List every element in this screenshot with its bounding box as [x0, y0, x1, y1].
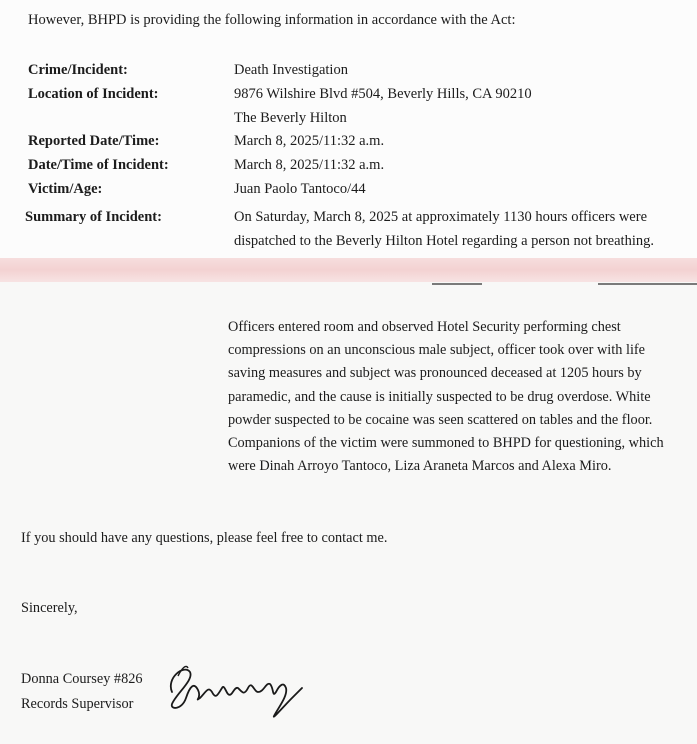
victim-label: Victim/Age:: [28, 181, 103, 197]
narrative-line: were Dinah Arroyo Tantoco, Liza Araneta Marcos and Alexa Miro.: [228, 458, 612, 475]
summary-label: Summary of Incident:: [25, 209, 162, 225]
narrative-line: Companions of the victim were summoned to BHPD for questioning, which: [228, 435, 664, 452]
intro-text: However, BHPD is providing the following information in accordance with the Act:: [28, 12, 516, 28]
reported-label: Reported Date/Time:: [28, 133, 160, 149]
incident-narrative: [228, 316, 697, 478]
handwritten-signature: [164, 658, 304, 722]
incident-time-label: Date/Time of Incident:: [28, 157, 169, 173]
contact-line: If you should have any questions, please feel free to contact me.: [21, 530, 388, 546]
narrative-line: compressions on an unconscious male subject, officer took over with life: [228, 342, 646, 359]
victim-value: Juan Paolo Tantoco/44: [234, 181, 366, 197]
summary-line: dispatched to the Beverly Hilton Hotel regarding a person not breathing.: [234, 233, 654, 249]
summary-line: On Saturday, March 8, 2025 at approximately 1130 hours officers were: [234, 209, 648, 225]
location-value: 9876 Wilshire Blvd #504, Beverly Hills, CA 90210: [234, 86, 532, 102]
location-label: Location of Incident:: [28, 86, 159, 102]
crime-value: Death Investigation: [234, 62, 348, 78]
signer-name: Donna Coursey #826: [21, 671, 143, 687]
screenshot-seam-band: [0, 258, 697, 282]
reported-value: March 8, 2025/11:32 a.m.: [234, 133, 385, 149]
narrative-line: powder suspected to be cocaine was seen scattered on tables and the floor.: [228, 411, 653, 428]
crime-label: Crime/Incident:: [28, 62, 128, 78]
location-value-line2: The Beverly Hilton: [234, 110, 347, 126]
cut-text-fragment: [598, 283, 697, 285]
narrative-line: Officers entered room and observed Hotel Security performing chest: [228, 319, 621, 335]
signer-title: Records Supervisor: [21, 696, 134, 712]
incident-time-value: March 8, 2025/11:32 a.m.: [234, 157, 385, 173]
narrative-line: saving measures and subject was pronounced deceased at 1205 hours by: [228, 365, 642, 382]
closing: Sincerely,: [21, 600, 78, 616]
cut-text-fragment: [432, 283, 482, 285]
narrative-line: paramedic, and the cause is initially suspected to be drug overdose. White: [228, 388, 651, 405]
